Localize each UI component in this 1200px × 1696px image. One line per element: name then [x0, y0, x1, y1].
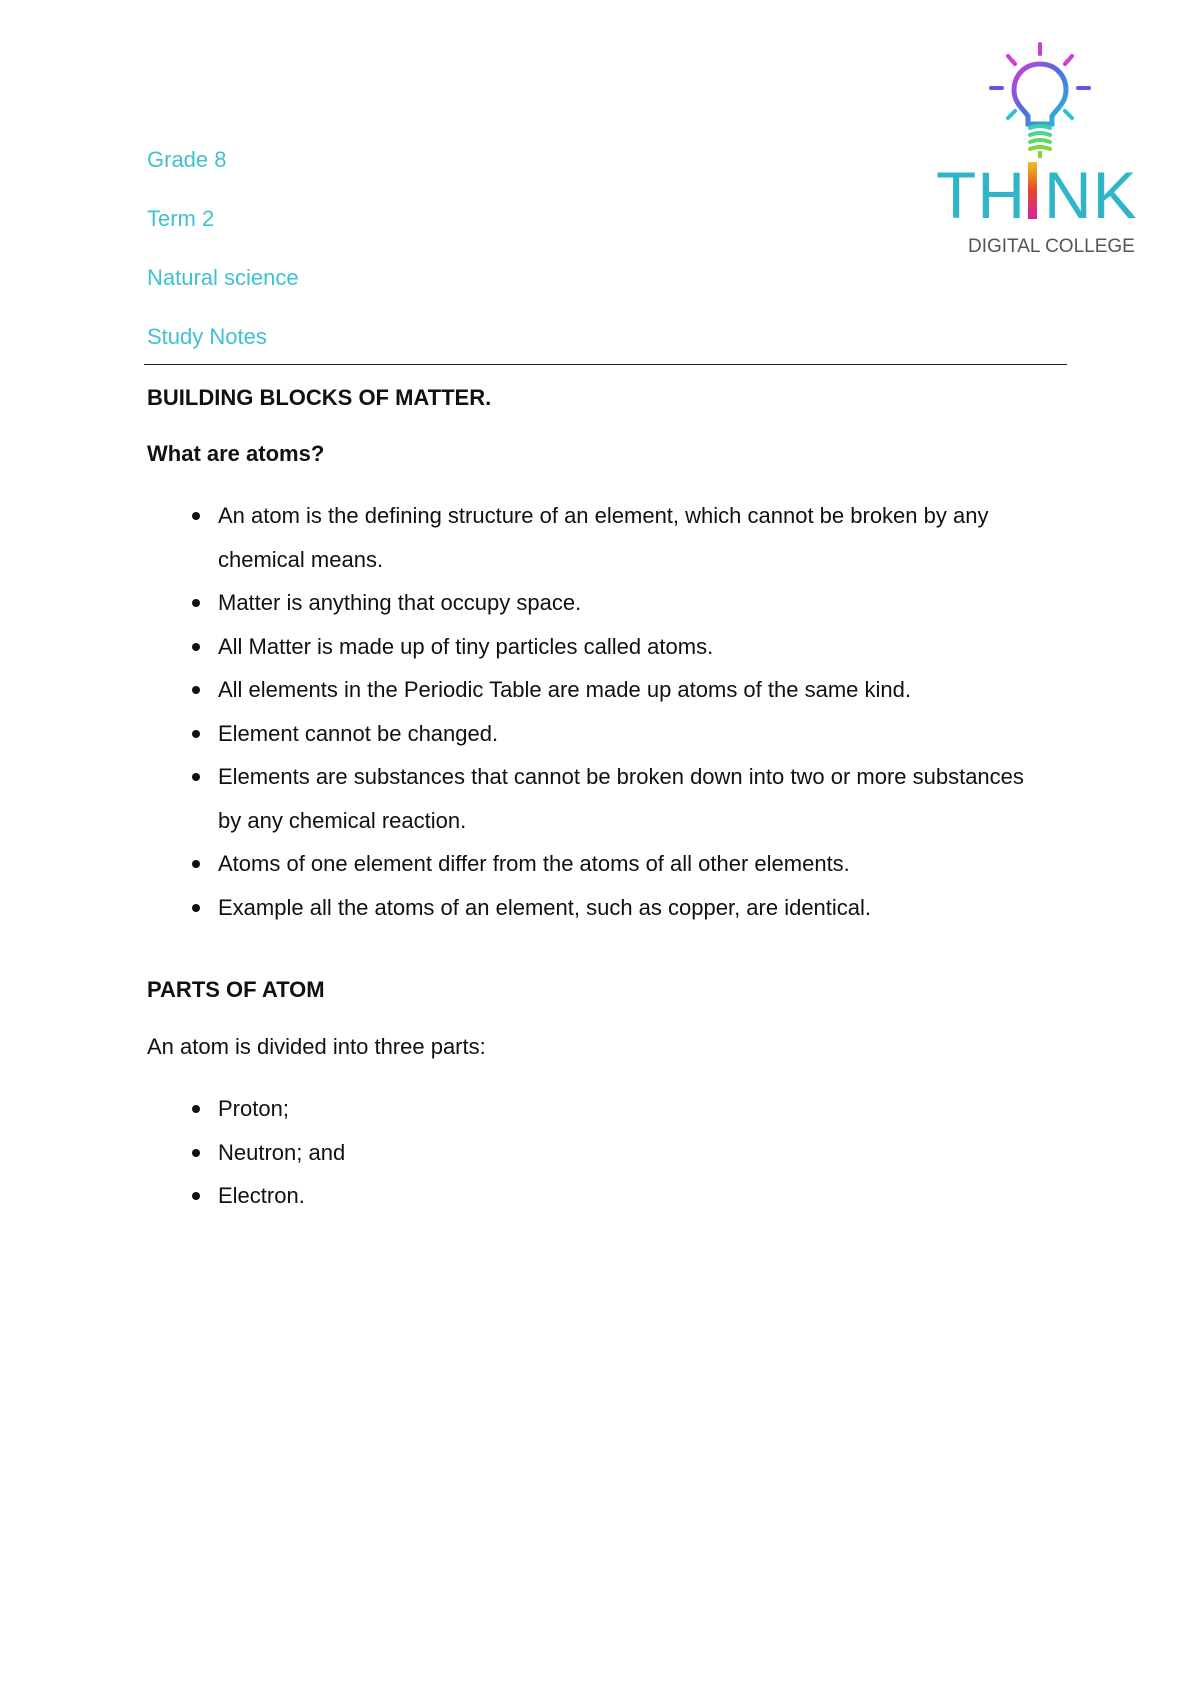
logo-subtitle: DIGITAL COLLEGE: [968, 236, 1135, 257]
list-item: Matter is anything that occupy space.: [147, 581, 1047, 625]
section-title-building-blocks: BUILDING BLOCKS OF MATTER.: [147, 385, 492, 410]
doc-type-label: Study Notes: [147, 324, 267, 349]
section-title-parts-of-atom: PARTS OF ATOM: [147, 977, 325, 1002]
think-digital-college-logo: [936, 38, 1176, 268]
term-label: Term 2: [147, 206, 215, 231]
header-divider: [144, 364, 1067, 365]
list-item: Elements are substances that cannot be broken down into two or more substances by any chemical reaction.: [147, 755, 1047, 842]
subject-label: Natural science: [147, 265, 299, 290]
atoms-bullet-list: [147, 494, 1047, 929]
list-item: Atoms of one element differ from the atoms of all other elements.: [147, 842, 1047, 886]
list-item: Example all the atoms of an element, such as copper, are identical.: [147, 886, 1047, 930]
grade-label: Grade 8: [147, 147, 227, 172]
lightbulb-icon: [991, 44, 1089, 158]
list-item: An atom is the defining structure of an element, which cannot be broken by any chemical means.: [147, 494, 1047, 581]
list-item: Neutron; and: [147, 1131, 1047, 1175]
logo-graphic: [936, 38, 1176, 268]
list-item: All elements in the Periodic Table are made up atoms of the same kind.: [147, 668, 1047, 712]
section-question: What are atoms?: [147, 441, 325, 466]
list-item: Proton;: [147, 1087, 1047, 1131]
list-item: All Matter is made up of tiny particles called atoms.: [147, 625, 1047, 669]
list-item: Element cannot be changed.: [147, 712, 1047, 756]
svg-text:TH: TH: [936, 158, 1026, 232]
parts-bullet-list: [147, 1087, 1047, 1218]
svg-text:NK: NK: [1044, 158, 1138, 232]
parts-intro: An atom is divided into three parts:: [147, 1034, 486, 1059]
list-item: Electron.: [147, 1174, 1047, 1218]
logo-wordmark: [936, 158, 1138, 232]
